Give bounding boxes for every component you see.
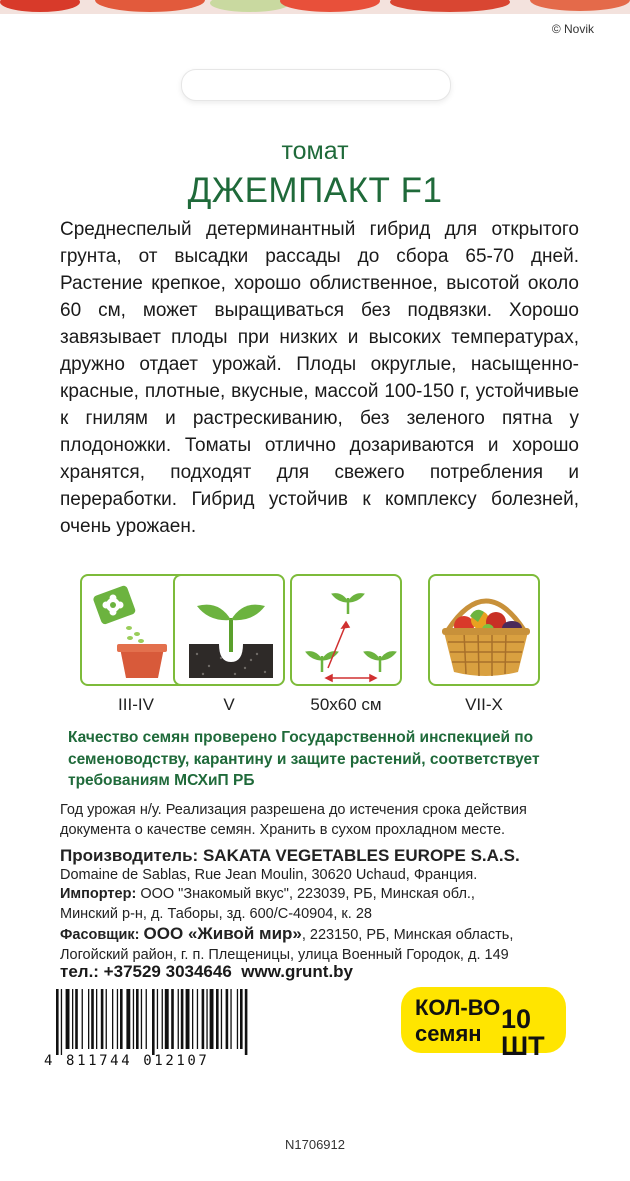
hang-slot [181, 69, 451, 101]
harvest-period-label: VII-X [465, 695, 503, 714]
quality-statement: Качество семян проверено Государственной инспекцией по семеноводству, карантину и защите растений, соответствует требованиям МСХиП РБ [68, 729, 540, 789]
seed-count-badge [401, 987, 566, 1061]
count-word-1: КОЛ-ВО [415, 995, 501, 1020]
planting-scheme-icon [290, 574, 402, 686]
planting-scheme-label: 50х60 см [310, 695, 382, 714]
packer-name: ООО «Живой мир» [143, 924, 302, 943]
packer-line1: , 223150, РБ, Минская область, [301, 927, 514, 943]
packer-line2: Логойский район, г. п. Плещеницы, улица Военный Городок, д. 149 [60, 946, 509, 963]
description: Среднеспелый детерминантный гибрид для открытого грунта, от высадки рассады до сбора 65-70 дней. Растение крепкое, хорошо облиственное, высотой около 60 см, может выращиваться без подвязки. Хорошо завязывает плоды при низких и высоких температурах, дружно отдает урожай. Плоды округлые, насыщенно-красные, плотные, вкусные, массой 100-150 г, устойчивые к гнилям и растрескиванию, без зеленого пятна у плодоножки. Томаты отлично дозариваются и хорошо хранятся, подходят для свежего потребления и переработки. Гибрид устойчив к комплексу болезней, очень урожаен. [60, 219, 579, 537]
website-link[interactable]: www.grunt.by [241, 962, 354, 981]
packer-label: Фасовщик: [60, 927, 140, 943]
importer-line2: Минский р-н, д. Таборы, зд. 600/С-40904, к. 28 [60, 905, 372, 922]
transplant-period-label: V [223, 695, 235, 714]
variety-name: ДЖЕМПАКТ F1 [187, 171, 443, 210]
harvest-storage-note: Год урожая н/у. Реализация разрешена до истечения срока действия документа о качестве семян. Хранить в сухом прохладном месте. [60, 802, 527, 838]
importer-label: Импортер: [60, 886, 137, 902]
copyright: © Novik [551, 22, 594, 36]
importer-line1: ООО "Знакомый вкус", 223039, РБ, Минская обл., [140, 886, 475, 902]
manufacturer-name: SAKATA VEGETABLES EUROPE S.A.S. [202, 846, 520, 865]
sowing-period-label: III-IV [118, 695, 154, 714]
count-word-2: семян [415, 1021, 482, 1046]
contacts [60, 962, 353, 982]
crop-name: томат [281, 137, 349, 165]
top-photo-strip [0, 0, 630, 14]
phone: тел.: +37529 3034646 [60, 962, 232, 981]
seedling-icon [173, 574, 285, 686]
manufacturer-block [60, 846, 600, 965]
product-code: N1706912 [285, 1137, 345, 1152]
count-value: 10 ШТ [501, 1004, 545, 1061]
barcode-number: 4 811744 012107 [44, 1053, 210, 1069]
harvest-basket-icon [428, 574, 540, 686]
manufacturer-address: Domaine de Sablas, Rue Jean Moulin, 30620 Uchaud, Франция. [60, 866, 478, 883]
manufacturer-label: Производитель: [60, 846, 199, 865]
